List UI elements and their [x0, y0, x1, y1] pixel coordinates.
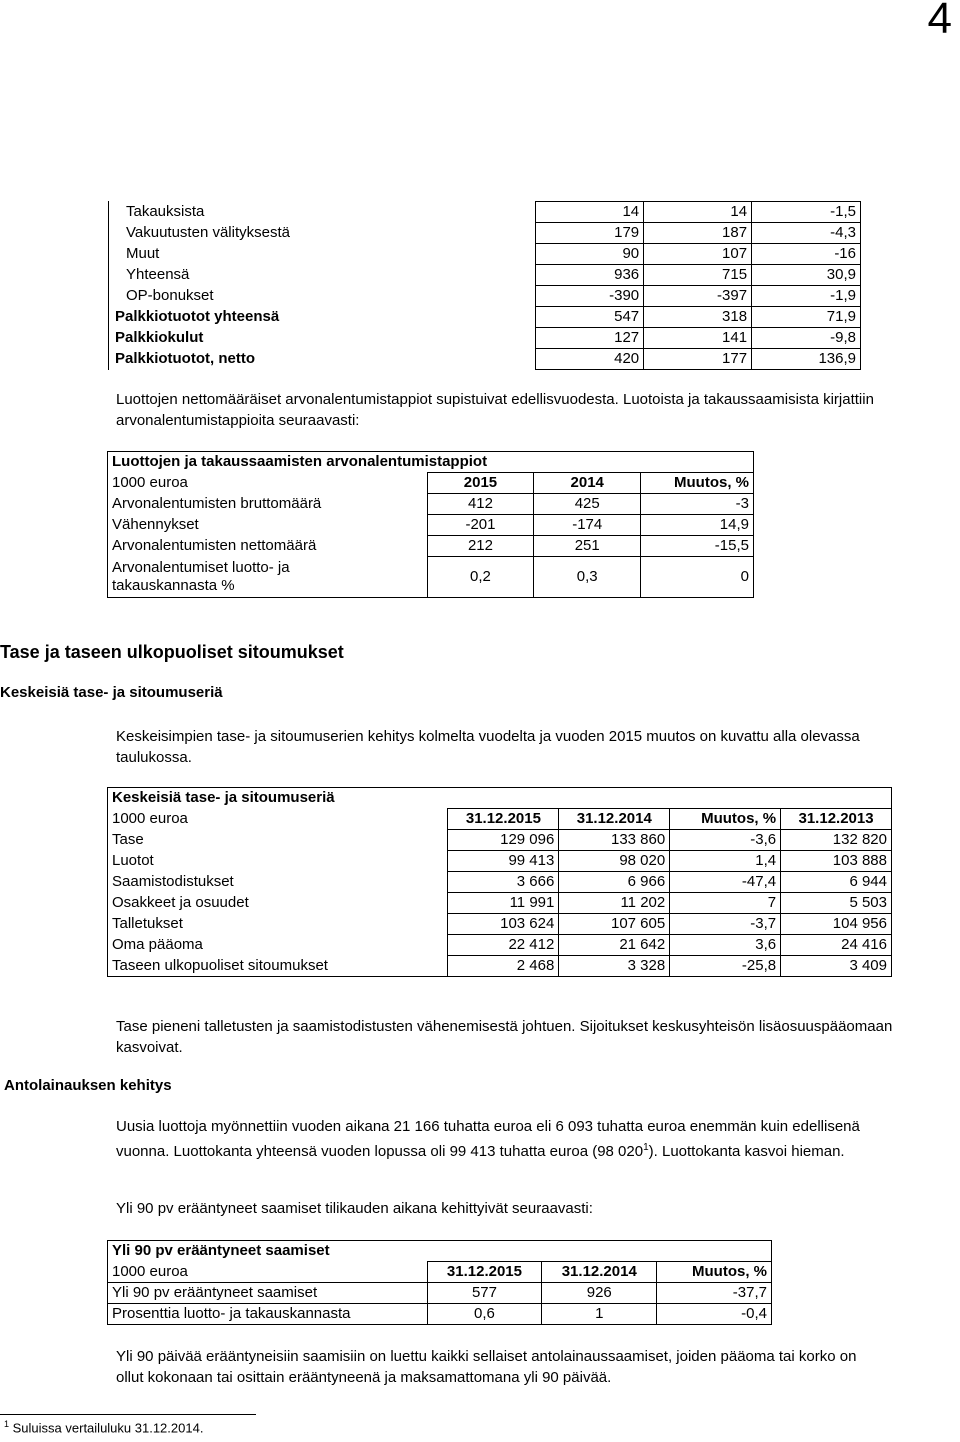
overdue-comment: [116, 1346, 876, 1388]
col-header: 2014: [534, 473, 641, 494]
cell: 1: [542, 1304, 657, 1325]
cell: 5 503: [781, 893, 892, 914]
cell: 104 956: [781, 914, 892, 935]
cell: 7: [670, 893, 781, 914]
table-row: [108, 914, 892, 935]
table-row: [109, 328, 861, 349]
balance-intro: [116, 726, 896, 768]
cell: 14,9: [641, 515, 754, 536]
cell: 90: [536, 244, 644, 265]
table-row: [108, 494, 754, 515]
unit-label: 1000 euroa: [112, 1262, 188, 1280]
row-label: Luotot: [112, 852, 154, 869]
cell: 6 966: [559, 872, 670, 893]
table-row: [108, 515, 754, 536]
row-label: Yli 90 pv erääntyneet saamiset: [108, 1283, 428, 1304]
footnote-text: Suluissa vertailuluku 31.12.2014.: [12, 1420, 204, 1436]
row-label: Taseen ulkopuoliset sitoumukset: [112, 956, 328, 974]
sub-heading: Keskeisiä tase- ja sitoumuseriä: [0, 684, 223, 701]
row-label: Osakkeet ja osuudet: [112, 894, 249, 911]
cell: -3,7: [670, 914, 781, 935]
impairment-table: [107, 451, 754, 598]
cell: -1,9: [752, 286, 861, 307]
row-label: Arvonalentumiset luotto- ja: [112, 558, 290, 576]
row-label: Palkkiotuotot yhteensä: [115, 308, 280, 325]
cell: 107: [644, 244, 752, 265]
overdue-intro: [116, 1198, 876, 1219]
cell: 136,9: [752, 349, 861, 370]
cell: 187: [644, 223, 752, 244]
cell: 0,2: [427, 557, 534, 598]
cell: 926: [542, 1283, 657, 1304]
cell: 177: [644, 349, 752, 370]
cell: -37,7: [657, 1283, 772, 1304]
paragraph-text: Yli 90 päivää erääntyneisiin saamisiin on luettu kaikki sellaiset antolainaussaamiset, joiden pääoma tai korko on ollut kokonaan tai osittain erääntyneenä ja maksamattomana yli 90 päivää.: [116, 1348, 857, 1386]
balance-comment: [116, 1016, 896, 1058]
cell: -3: [641, 494, 754, 515]
cell: -201: [427, 515, 534, 536]
unit-label: 1000 euroa: [112, 474, 188, 491]
footnote-mark: 1: [4, 1419, 10, 1429]
table-row: [108, 1304, 772, 1325]
table-title: Keskeisiä tase- ja sitoumuseriä: [112, 789, 335, 806]
cell: 103 888: [781, 851, 892, 872]
table-row: [109, 223, 861, 244]
cell: 318: [644, 307, 752, 328]
row-label: Arvonalentumisten bruttomäärä: [112, 495, 322, 512]
cell: 11 991: [448, 893, 559, 914]
balance-table: [107, 787, 892, 977]
paragraph-text: [116, 1116, 876, 1162]
cell: -15,5: [641, 536, 754, 557]
footnote-ref: 1: [643, 1142, 649, 1153]
text-part: Uusia luottoja myönnettiin vuoden aikana 21 166 tuhatta euroa eli 6 093 tuhatta euroa enemmän kuin edellisenä vuonna. Luottokanta yhteensä vuoden lopussa oli 99 413 tuhatta euroa (98 020: [116, 1118, 860, 1160]
cell: 212: [427, 536, 534, 557]
cell: 132 820: [781, 830, 892, 851]
col-header: 31.12.2015: [448, 809, 559, 830]
cell: 6 944: [781, 872, 892, 893]
row-label: Prosenttia luotto- ja takauskannasta: [108, 1304, 428, 1325]
table-row: [109, 349, 861, 370]
cell: 715: [644, 265, 752, 286]
cell: 0: [641, 557, 754, 598]
cell: 98 020: [559, 851, 670, 872]
cell: 547: [536, 307, 644, 328]
section-heading: Tase ja taseen ulkopuoliset sitoumukset: [0, 642, 344, 662]
cell: -397: [644, 286, 752, 307]
commission-table: [108, 201, 861, 370]
cell: 1,4: [670, 851, 781, 872]
col-header: 31.12.2015: [427, 1262, 542, 1283]
col-header: 31.12.2014: [542, 1262, 657, 1283]
cell: 0,3: [534, 557, 641, 598]
row-label: Vähennykset: [112, 516, 199, 533]
paragraph-text: Tase pieneni talletusten ja saamistodistusten vähenemisestä johtuen. Sijoitukset keskusyhteisön lisäosuuspääomaan kasvoivat.: [116, 1018, 893, 1056]
row-label: Tase: [112, 831, 144, 848]
row-label: Palkkiokulut: [115, 329, 204, 346]
cell: -0,4: [657, 1304, 772, 1325]
cell: 577: [427, 1283, 542, 1304]
paragraph-text: Yli 90 pv erääntyneet saamiset tilikauden aikana kehittyivät seuraavasti:: [116, 1200, 593, 1217]
cell: 30,9: [752, 265, 861, 286]
cell: 133 860: [559, 830, 670, 851]
row-label: OP-bonukset: [126, 287, 214, 304]
cell: 22 412: [448, 935, 559, 956]
table-row: [108, 851, 892, 872]
row-label: Arvonalentumisten nettomäärä: [112, 537, 317, 554]
row-label: takauskannasta %: [112, 576, 235, 594]
cell: 420: [536, 349, 644, 370]
table-title: Yli 90 pv erääntyneet saamiset: [112, 1242, 330, 1259]
col-header: Muutos, %: [670, 809, 781, 830]
cell: 103 624: [448, 914, 559, 935]
row-label: Vakuutusten välityksestä: [126, 224, 290, 241]
cell: 99 413: [448, 851, 559, 872]
row-label: Talletukset: [112, 915, 183, 932]
cell: -47,4: [670, 872, 781, 893]
unit-label: 1000 euroa: [112, 810, 188, 827]
table-row: [108, 557, 754, 598]
cell: 936: [536, 265, 644, 286]
cell: 24 416: [781, 935, 892, 956]
row-label: Muut: [126, 245, 160, 262]
cell: 14: [536, 202, 644, 223]
row-label: Saamistodistukset: [112, 873, 234, 890]
cell: 3 328: [559, 956, 670, 977]
cell: -390: [536, 286, 644, 307]
table-row: [108, 1283, 772, 1304]
cell: 129 096: [448, 830, 559, 851]
table-row: [108, 830, 892, 851]
row-label: Yhteensä: [126, 266, 190, 283]
cell: 141: [644, 328, 752, 349]
cell: -3,6: [670, 830, 781, 851]
row-label: Oma pääoma: [112, 936, 203, 953]
paragraph-text: Luottojen nettomääräiset arvonalentumistappiot supistuivat edellisvuodesta. Luotoista ja takaussaamisista kirjattiin arvonalentumistappioita seuraavasti:: [116, 391, 874, 429]
table-row: [108, 872, 892, 893]
impairment-paragraph: [116, 389, 896, 431]
cell: 0,6: [427, 1304, 542, 1325]
lending-heading: Antolainauksen kehitys: [4, 1077, 172, 1094]
cell: -174: [534, 515, 641, 536]
cell: 3 409: [781, 956, 892, 977]
table-row: [109, 244, 861, 265]
cell: -9,8: [752, 328, 861, 349]
table-row: [109, 307, 861, 328]
cell: 2 468: [448, 956, 559, 977]
cell: 425: [534, 494, 641, 515]
cell: -1,5: [752, 202, 861, 223]
cell: 127: [536, 328, 644, 349]
cell: 179: [536, 223, 644, 244]
text-part: ). Luottokanta kasvoi hieman.: [648, 1143, 845, 1160]
cell: 412: [427, 494, 534, 515]
paragraph-text: Keskeisimpien tase- ja sitoumuserien kehitys kolmelta vuodelta ja vuoden 2015 muutos on kuvattu alla olevassa taulukossa.: [116, 728, 860, 766]
table-row: [109, 286, 861, 307]
cell: 71,9: [752, 307, 861, 328]
col-header: 2015: [427, 473, 534, 494]
col-header: Muutos, %: [657, 1262, 772, 1283]
table-row: [109, 202, 861, 223]
cell: 14: [644, 202, 752, 223]
cell: 3,6: [670, 935, 781, 956]
col-header: 31.12.2013: [781, 809, 892, 830]
lending-paragraph: [116, 1116, 876, 1162]
cell: -4,3: [752, 223, 861, 244]
page-number: 4: [927, 0, 952, 43]
cell: 3 666: [448, 872, 559, 893]
table-row: [108, 893, 892, 914]
table-row: [109, 265, 861, 286]
cell: 11 202: [559, 893, 670, 914]
cell: -25,8: [670, 956, 781, 977]
cell: 251: [534, 536, 641, 557]
overdue-table: [107, 1240, 772, 1325]
table-title: Luottojen ja takaussaamisten arvonalentumistappiot: [112, 453, 488, 470]
cell: -16: [752, 244, 861, 265]
table-row: [108, 536, 754, 557]
footnote: [4, 1419, 203, 1435]
row-label: Takauksista: [126, 203, 205, 220]
table-row: [108, 935, 892, 956]
footnote-divider: [0, 1414, 256, 1415]
cell: 21 642: [559, 935, 670, 956]
cell: 107 605: [559, 914, 670, 935]
row-label: Palkkiotuotot, netto: [115, 350, 255, 367]
table-row: [108, 956, 892, 977]
col-header: Muutos, %: [641, 473, 754, 494]
col-header: 31.12.2014: [559, 809, 670, 830]
